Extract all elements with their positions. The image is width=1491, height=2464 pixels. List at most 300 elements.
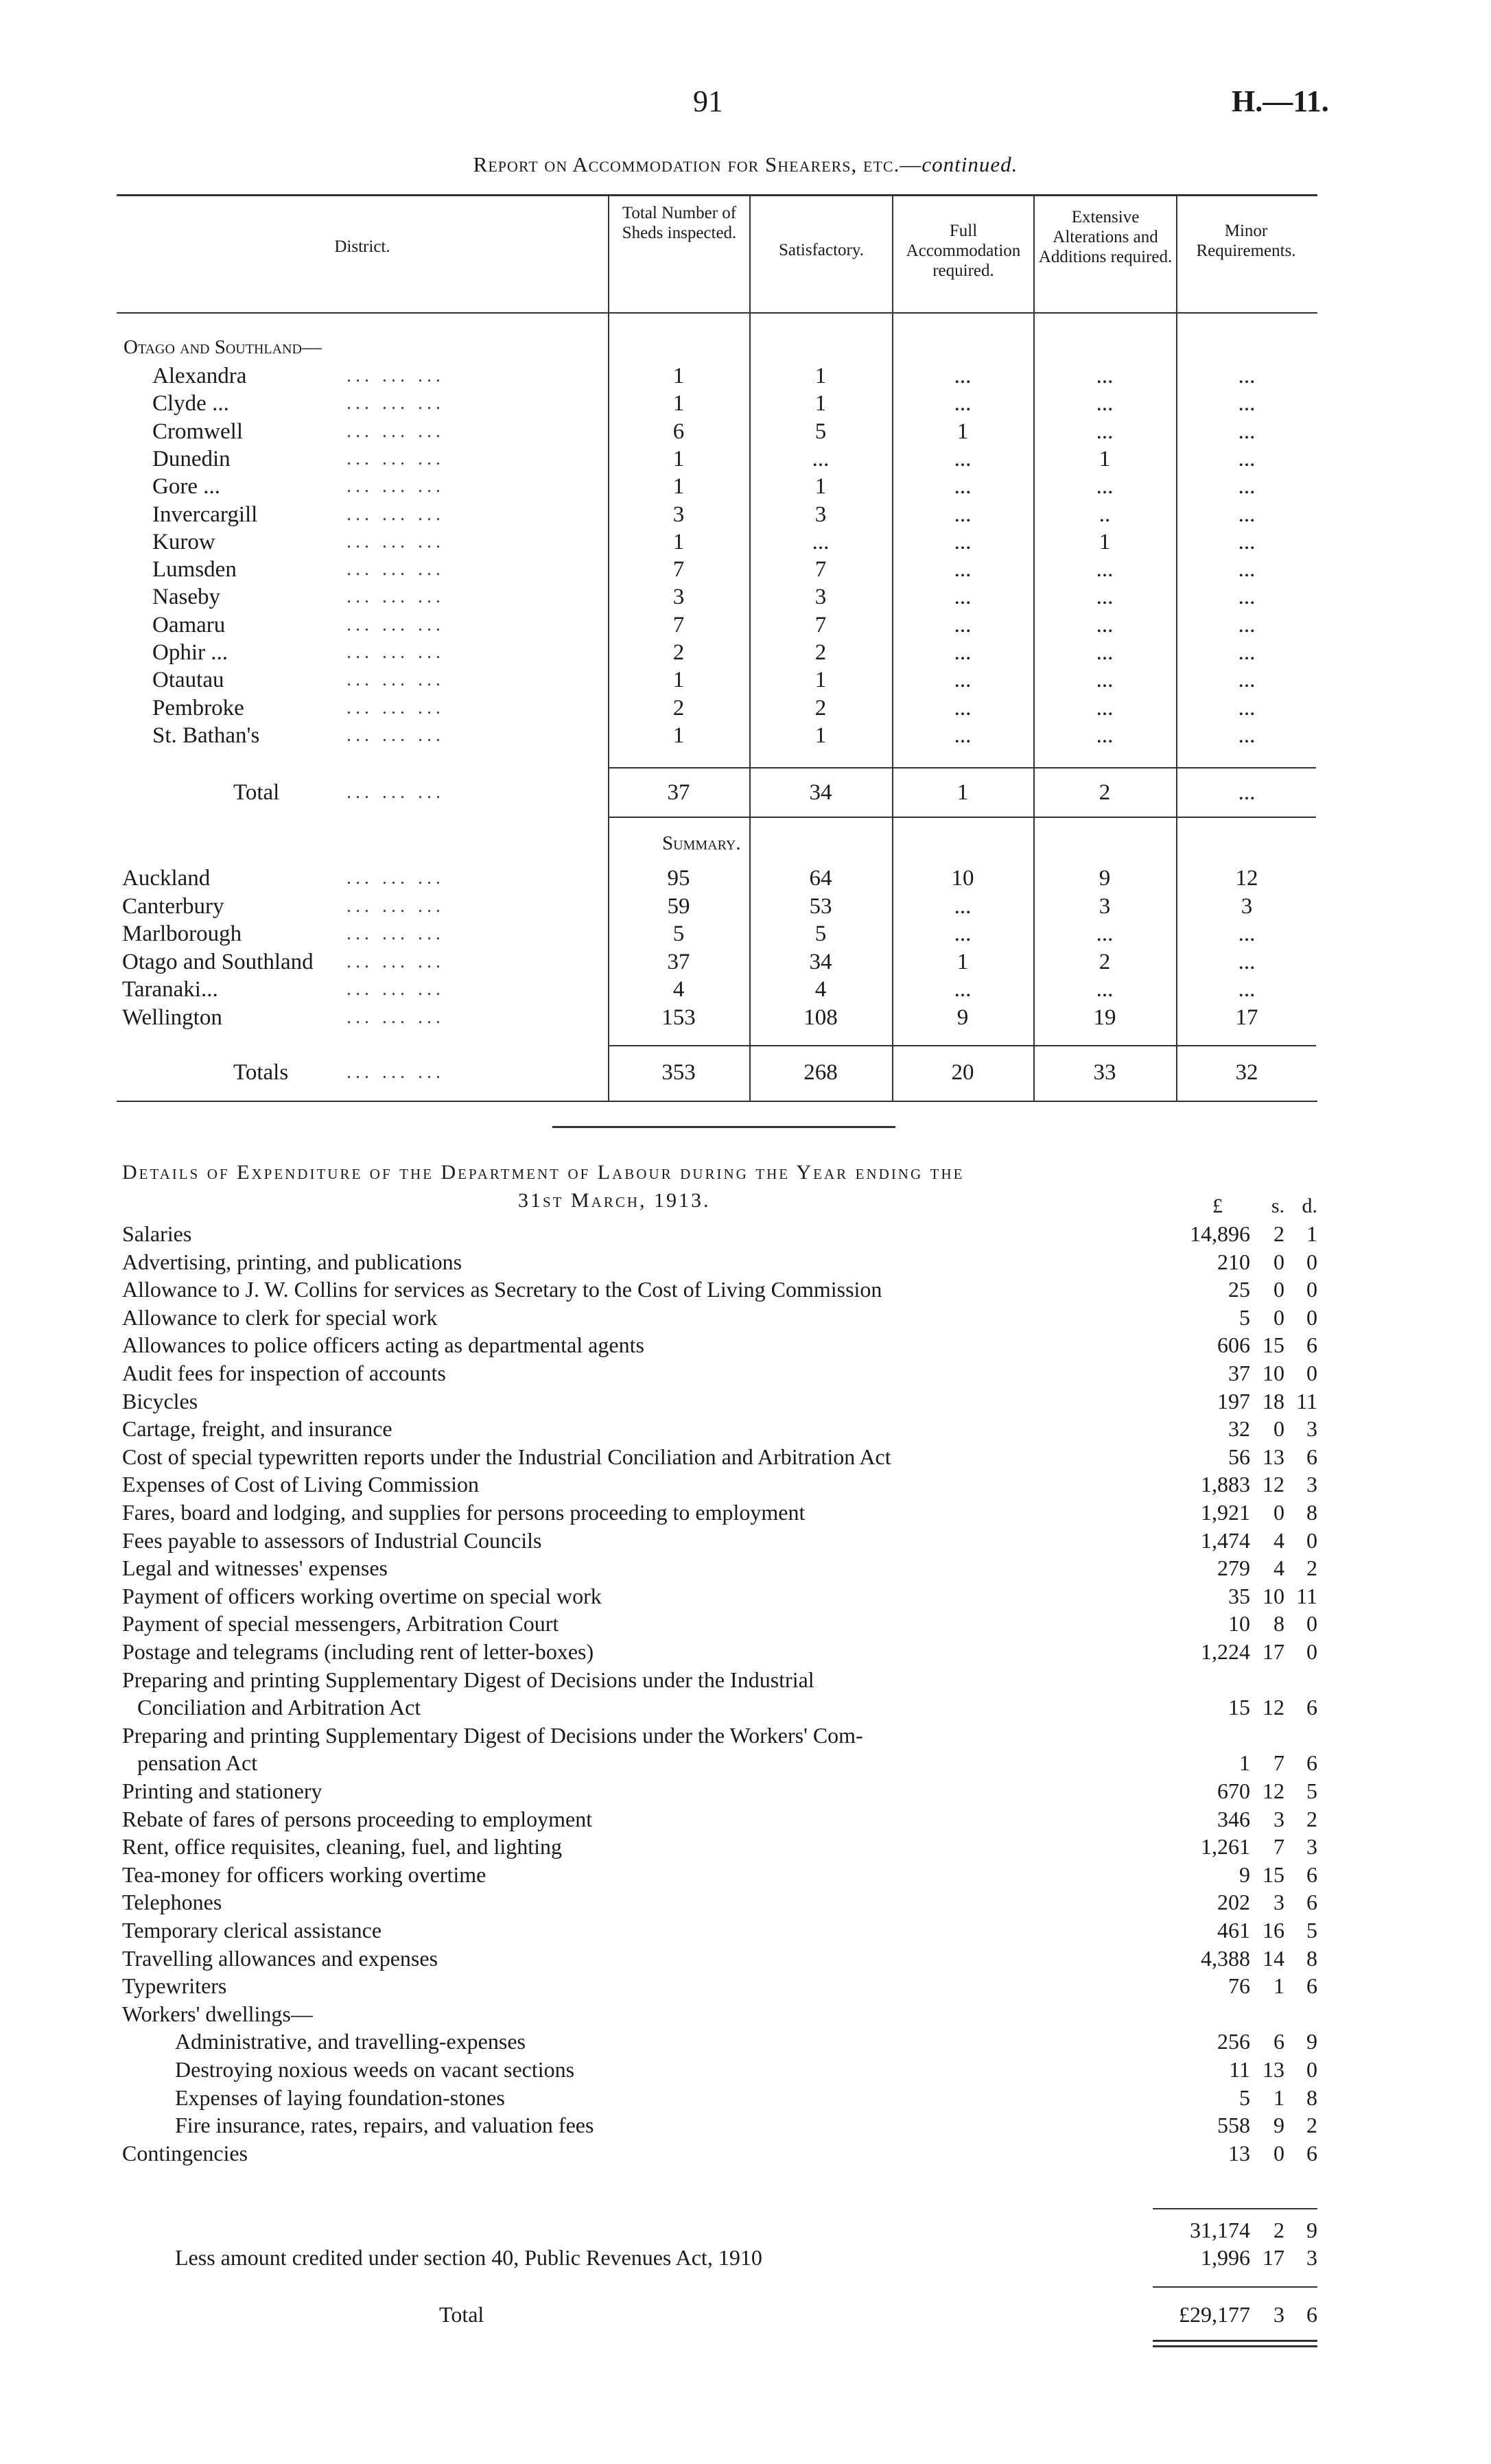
- table-row-full: ...: [954, 695, 972, 720]
- summary-totals-row-minor: 32: [1235, 1060, 1258, 1085]
- table-row-district: Oamaru: [152, 612, 226, 637]
- less-credit-pounds: 1,996: [1201, 2245, 1250, 2270]
- table-row-minor: ...: [1238, 419, 1256, 444]
- summary-row-district: Wellington: [122, 1005, 222, 1030]
- summary-row-total: 59: [667, 893, 690, 919]
- summary-row-minor: ...: [1238, 949, 1256, 974]
- expenditure-item-pounds: 15: [1228, 1695, 1250, 1720]
- table-row-extensive: ...: [1096, 474, 1114, 500]
- table-row-full: 1: [956, 419, 969, 444]
- table-row-satisfactory: 2: [814, 695, 827, 720]
- expenditure-item-label: Salaries: [122, 1221, 192, 1246]
- table-row-satisfactory: 1: [814, 364, 827, 388]
- expenditure-item-shillings: 10: [1263, 1361, 1284, 1385]
- expenditure-item-label: Contingencies: [122, 2140, 248, 2166]
- expenditure-item-shillings: 18: [1263, 1388, 1284, 1413]
- expenditure-item-shillings: 4: [1273, 1527, 1284, 1553]
- header-satisfactory: Satisfactory.: [778, 241, 865, 259]
- expenditure-item-pounds: 1,261: [1201, 1834, 1250, 1859]
- table-row-total: 1: [672, 529, 685, 554]
- expenditure-item-shillings: 7: [1273, 1834, 1284, 1859]
- expenditure-item-label: Expenses of Cost of Living Commission: [122, 1472, 479, 1497]
- table-top-rule: [117, 194, 1317, 196]
- expenditure-item-label: Payment of officers working overtime on special work: [122, 1583, 602, 1608]
- table-total-row-district: Total: [233, 780, 280, 805]
- table-row-full: ...: [954, 612, 972, 637]
- expenditure-subtotal-shillings: 2: [1273, 2218, 1284, 2242]
- table-row-district: Gore ...: [152, 474, 220, 500]
- expenditure-item-pence: 5: [1306, 1918, 1317, 1943]
- expenditure-item-shillings: 12: [1263, 1472, 1284, 1497]
- summary-totals-row-total: 353: [661, 1060, 696, 1085]
- column-divider: [1176, 195, 1177, 1101]
- summary-row-full: 1: [956, 949, 969, 974]
- expenditure-item-shillings: 15: [1263, 1862, 1284, 1887]
- expenditure-item-pounds: 461: [1217, 1918, 1250, 1943]
- expenditure-item-pounds: 197: [1217, 1388, 1250, 1413]
- expenditure-item-pence: 0: [1306, 1304, 1317, 1330]
- expenditure-item-shillings: 16: [1263, 1918, 1284, 1943]
- summary-row-satisfactory: 5: [814, 922, 827, 947]
- table-row-satisfactory: 3: [814, 502, 827, 527]
- table-row-satisfactory: ...: [812, 446, 830, 471]
- expenditure-item-pounds: 14,896: [1190, 1221, 1250, 1246]
- expenditure-item-pence: 0: [1306, 1639, 1317, 1664]
- table-row-leader: ... ... ...: [347, 476, 445, 497]
- table-row-extensive: 1: [1099, 446, 1111, 471]
- expenditure-item-label: Postage and telegrams (including rent of letter-boxes): [122, 1639, 594, 1664]
- table-row-minor: ...: [1238, 474, 1256, 500]
- table-row-minor: ...: [1238, 446, 1256, 471]
- summary-row-leader: ... ... ...: [347, 895, 445, 917]
- summary-row-leader: ... ... ...: [347, 978, 445, 1000]
- summary-row-total: 4: [672, 977, 685, 1002]
- table-row-satisfactory: 3: [814, 585, 827, 610]
- expenditure-item-label: Typewriters: [122, 1973, 227, 1999]
- summary-row-full: 10: [951, 866, 974, 891]
- table-row-total: 3: [672, 585, 685, 610]
- table-row-satisfactory: 7: [814, 612, 827, 637]
- table-row-district: Cromwell: [152, 419, 243, 444]
- summary-row-extensive: ...: [1096, 977, 1114, 1002]
- table-row-total: 1: [672, 723, 685, 748]
- report-title-continued: continued.: [921, 152, 1018, 176]
- expenditure-item-label: Printing and stationery: [122, 1779, 322, 1803]
- column-divider: [749, 195, 751, 1101]
- expenditure-item-pounds: 5: [1239, 2085, 1250, 2110]
- expenditure-item-shillings: 3: [1273, 1890, 1284, 1915]
- summary-row-extensive: 2: [1099, 949, 1111, 974]
- summary-totals-row-leader: ... ... ...: [347, 1061, 445, 1083]
- header-full: Full Accommodation required.: [906, 222, 1021, 280]
- header-bottom-rule: [117, 312, 1317, 314]
- expenditure-item-pence: 2: [1306, 1556, 1317, 1581]
- table-row-minor: ...: [1238, 723, 1256, 748]
- expenditure-item-label: Bicycles: [122, 1388, 198, 1413]
- expenditure-title-line2: 31st March, 1913.: [518, 1189, 711, 1212]
- column-divider: [1033, 195, 1035, 1101]
- table-row-total: 6: [672, 419, 685, 444]
- table-row-district: Kurow: [152, 529, 215, 554]
- summary-totals-row-full: 20: [951, 1060, 974, 1085]
- table-row-extensive: ...: [1096, 612, 1114, 637]
- page-reference: H.—11.: [1232, 84, 1329, 118]
- report-title: [0, 152, 1491, 177]
- expenditure-item-pence: 3: [1306, 1416, 1317, 1442]
- table-row-satisfactory: 1: [814, 474, 827, 500]
- table-row-leader: ... ... ...: [347, 447, 445, 469]
- summary-row-extensive: 19: [1093, 1005, 1116, 1030]
- expenditure-item-label: Preparing and printing Supplementary Digest of Decisions under the Industrial: [122, 1667, 814, 1692]
- summary-row-total: 95: [667, 866, 690, 891]
- expenditure-item-shillings: 17: [1263, 1639, 1284, 1664]
- expenditure-item-pence: 0: [1306, 1277, 1317, 1302]
- table-row-satisfactory: 1: [814, 668, 827, 693]
- table-row-full: ...: [954, 446, 972, 471]
- expenditure-item-shillings: 0: [1273, 1304, 1284, 1330]
- table-row-total: 2: [672, 695, 685, 720]
- expenditure-item-pence: 6: [1306, 1444, 1317, 1469]
- table-row-extensive: ...: [1096, 640, 1114, 665]
- expenditure-item-shillings: 2: [1273, 1221, 1284, 1246]
- expenditure-item-pounds: 10: [1228, 1611, 1250, 1636]
- expenditure-item-shillings: 0: [1273, 1249, 1284, 1274]
- table-row-full: ...: [954, 723, 972, 748]
- table-row-satisfactory: 1: [814, 391, 827, 416]
- table-row-full: ...: [954, 474, 972, 500]
- table-row-total: 7: [672, 557, 685, 583]
- page-number: 91: [693, 84, 723, 118]
- table-row-extensive: ...: [1096, 557, 1114, 583]
- summary-row-leader: ... ... ...: [347, 867, 445, 889]
- column-pounds-heading: £: [1212, 1195, 1223, 1217]
- expenditure-item-label: Allowance to J. W. Collins for services as Secretary to the Cost of Living Commission: [122, 1277, 882, 1302]
- table-row-minor: ...: [1238, 668, 1256, 693]
- expenditure-item-pence: 3: [1306, 1834, 1317, 1859]
- table-row-district: St. Bathan's: [152, 723, 260, 748]
- expenditure-item-pounds: 606: [1217, 1333, 1250, 1358]
- table-total-row-minor: ...: [1238, 780, 1256, 805]
- table-row-district: Alexandra: [152, 364, 247, 388]
- column-divider: [892, 195, 893, 1101]
- expenditure-item-shillings: 3: [1273, 1806, 1284, 1831]
- expenditure-item-continuation: pensation Act: [137, 1750, 258, 1776]
- expenditure-item-label: Fees payable to assessors of Industrial Councils: [122, 1527, 542, 1553]
- summary-totals-row-district: Totals: [233, 1060, 289, 1085]
- expenditure-item-pounds: 76: [1228, 1973, 1250, 1999]
- table-row-district: Ophir ...: [152, 640, 228, 665]
- table-row-total: 2: [672, 640, 685, 665]
- expenditure-item-pounds: 37: [1228, 1361, 1250, 1385]
- expenditure-item-label: Telephones: [122, 1890, 222, 1915]
- table-row-extensive: 1: [1099, 529, 1111, 554]
- table-row-leader: ... ... ...: [347, 559, 445, 580]
- summary-totals-row-extensive: 33: [1093, 1060, 1116, 1085]
- summary-row-district: Taranaki...: [122, 977, 218, 1002]
- totals-rule: [609, 1045, 1316, 1046]
- total-rule: [609, 767, 1316, 768]
- expenditure-item-label: Destroying noxious weeds on vacant sections: [175, 2057, 575, 2082]
- expenditure-item-label: Fares, board and lodging, and supplies for persons proceeding to employment: [122, 1500, 806, 1525]
- table-row-total: 1: [672, 391, 685, 416]
- expenditure-item-shillings: 13: [1263, 1444, 1284, 1469]
- expenditure-item-label: Temporary clerical assistance: [122, 1918, 382, 1943]
- expenditure-item-shillings: 0: [1273, 1277, 1284, 1302]
- table-total-row-leader: ... ... ...: [347, 782, 445, 803]
- expenditure-subtotal-pounds: 31,174: [1190, 2218, 1250, 2242]
- summary-row-full: 9: [956, 1005, 969, 1030]
- expenditure-item-pounds: 1,921: [1201, 1500, 1250, 1525]
- expenditure-title-line1: Details of Expenditure of the Department of Labour during the Year ending the: [122, 1161, 965, 1184]
- expenditure-item-pounds: 1,224: [1201, 1639, 1250, 1664]
- expenditure-item-pounds: 1,883: [1201, 1472, 1250, 1497]
- table-row-leader: ... ... ...: [347, 724, 445, 746]
- table-row-extensive: ...: [1096, 391, 1114, 416]
- grand-total-shillings: 3: [1273, 2302, 1284, 2327]
- table-row-minor: ...: [1238, 585, 1256, 610]
- table-row-extensive: ...: [1096, 585, 1114, 610]
- expenditure-item-shillings: 12: [1263, 1695, 1284, 1720]
- expenditure-item-pence: 6: [1306, 1973, 1317, 1999]
- summary-row-minor: 12: [1235, 866, 1258, 891]
- expenditure-item-pence: 0: [1306, 2057, 1317, 2082]
- summary-row-minor: ...: [1238, 922, 1256, 947]
- summary-row-total: 37: [667, 949, 690, 974]
- summary-row-minor: 3: [1241, 893, 1253, 919]
- table-row-full: ...: [954, 585, 972, 610]
- table-total-row-extensive: 2: [1099, 780, 1111, 805]
- table-row-leader: ... ... ...: [347, 696, 445, 718]
- table-row-minor: ...: [1238, 640, 1256, 665]
- header-district: District.: [334, 237, 390, 256]
- table-row-total: 1: [672, 364, 685, 388]
- table-row-leader: ... ... ...: [347, 613, 445, 635]
- table-row-extensive: ...: [1096, 364, 1114, 388]
- expenditure-item-pence: 0: [1306, 1527, 1317, 1553]
- table-row-extensive: ...: [1096, 695, 1114, 720]
- table-row-minor: ...: [1238, 364, 1256, 388]
- table-row-full: ...: [954, 364, 972, 388]
- expenditure-item-pence: 6: [1306, 1862, 1317, 1887]
- subtotal-rule: [1153, 2208, 1317, 2209]
- table-row-satisfactory: 5: [814, 419, 827, 444]
- expenditure-item-label: Cartage, freight, and insurance: [122, 1416, 392, 1442]
- table-row-district: Dunedin: [152, 446, 231, 471]
- table-row-leader: ... ... ...: [347, 669, 445, 691]
- table-row-leader: ... ... ...: [347, 392, 445, 414]
- expenditure-item-shillings: 1: [1273, 1973, 1284, 1999]
- expenditure-item-pence: 8: [1306, 1500, 1317, 1525]
- report-title-main: Report on Accommodation for Shearers, etc.—: [473, 152, 922, 176]
- table-row-extensive: ...: [1096, 419, 1114, 444]
- expenditure-item-label: Rent, office requisites, cleaning, fuel, and lighting: [122, 1834, 563, 1859]
- expenditure-item-pence: 2: [1306, 1806, 1317, 1831]
- table-row-district: Otautau: [152, 668, 224, 693]
- expenditure-item-pence: 6: [1306, 2140, 1317, 2166]
- header-minor: Minor Requirements.: [1196, 222, 1296, 260]
- expenditure-item-label: Allowances to police officers acting as departmental agents: [122, 1333, 644, 1358]
- expenditure-item-shillings: 7: [1273, 1750, 1284, 1776]
- table-row-district: Naseby: [152, 585, 220, 610]
- less-rule: [1153, 2286, 1317, 2288]
- expenditure-item-label: Advertising, printing, and publications: [122, 1249, 462, 1274]
- table-total-row-full: 1: [956, 780, 969, 805]
- expenditure-item-pounds: 346: [1217, 1806, 1250, 1831]
- summary-row-full: ...: [954, 977, 972, 1002]
- table-row-satisfactory: 2: [814, 640, 827, 665]
- expenditure-item-label: Rebate of fares of persons proceeding to employment: [122, 1806, 593, 1831]
- table-row-full: ...: [954, 529, 972, 554]
- group-label: Otago and Southland—: [124, 336, 322, 358]
- table-total-row-satisfactory: 34: [809, 780, 832, 805]
- expenditure-item-label: Travelling allowances and expenses: [122, 1945, 438, 1971]
- table-row-minor: ...: [1238, 557, 1256, 583]
- expenditure-item-label: Preparing and printing Supplementary Digest of Decisions under the Workers' Com-: [122, 1722, 863, 1748]
- expenditure-item-label: Administrative, and travelling-expenses: [175, 2029, 526, 2054]
- expenditure-item-pounds: 9: [1239, 1862, 1250, 1887]
- expenditure-item-pence: 0: [1306, 1611, 1317, 1636]
- summary-row-satisfactory: 53: [809, 893, 832, 919]
- expenditure-item-label: Cost of special typewritten reports under the Industrial Conciliation and Arbitration Act: [122, 1444, 891, 1469]
- expenditure-item-shillings: 15: [1263, 1333, 1284, 1358]
- expenditure-item-continuation: Conciliation and Arbitration Act: [137, 1695, 421, 1720]
- expenditure-item-shillings: 0: [1273, 1500, 1284, 1525]
- table-row-full: ...: [954, 557, 972, 583]
- table-row-minor: ...: [1238, 529, 1256, 554]
- table-row-leader: ... ... ...: [347, 420, 445, 442]
- expenditure-item-pounds: 5: [1239, 1304, 1250, 1330]
- expenditure-item-pence: 6: [1306, 1750, 1317, 1776]
- expenditure-item-shillings: 9: [1273, 2113, 1284, 2138]
- table-row-satisfactory: 7: [814, 557, 827, 583]
- less-credit-label: Less amount credited under section 40, Public Revenues Act, 1910: [175, 2245, 762, 2270]
- expenditure-item-pounds: 25: [1228, 1277, 1250, 1302]
- expenditure-item-pounds: 32: [1228, 1416, 1250, 1442]
- expenditure-item-pounds: 1,474: [1201, 1527, 1250, 1553]
- expenditure-item-pence: 11: [1296, 1583, 1317, 1608]
- total-bottom-rule: [609, 817, 1316, 818]
- expenditure-item-pounds: 202: [1217, 1890, 1250, 1915]
- table-row-leader: ... ... ...: [347, 365, 445, 386]
- table-row-full: ...: [954, 668, 972, 693]
- table-row-minor: ...: [1238, 695, 1256, 720]
- table-row-total: 3: [672, 502, 685, 527]
- expenditure-item-label: Fire insurance, rates, repairs, and valuation fees: [175, 2113, 594, 2138]
- expenditure-item-pounds: 4,388: [1201, 1945, 1250, 1971]
- expenditure-item-shillings: 10: [1263, 1583, 1284, 1608]
- table-total-row-total: 37: [667, 780, 690, 805]
- expenditure-item-label: Tea-money for officers working overtime: [122, 1862, 486, 1887]
- summary-row-satisfactory: 64: [809, 866, 832, 891]
- table-row-district: Lumsden: [152, 557, 237, 583]
- expenditure-item-shillings: 0: [1273, 1416, 1284, 1442]
- expenditure-item-pounds: 210: [1217, 1249, 1250, 1274]
- summary-row-district: Canterbury: [122, 893, 224, 919]
- table-row-extensive: ...: [1096, 723, 1114, 748]
- expenditure-item-shillings: 4: [1273, 1556, 1284, 1581]
- expenditure-item-pence: 0: [1306, 1249, 1317, 1274]
- summary-row-total: 153: [661, 1005, 696, 1030]
- table-row-leader: ... ... ...: [347, 530, 445, 552]
- summary-row-minor: ...: [1238, 977, 1256, 1002]
- table-row-total: 1: [672, 668, 685, 693]
- table-row-satisfactory: 1: [814, 723, 827, 748]
- grand-total-pounds: £29,177: [1179, 2302, 1250, 2327]
- expenditure-subtotal-pence: 9: [1306, 2218, 1317, 2242]
- table-row-leader: ... ... ...: [347, 642, 445, 663]
- summary-row-satisfactory: 4: [814, 977, 827, 1002]
- expenditure-item-pence: 2: [1306, 2113, 1317, 2138]
- column-pence-heading: d.: [1302, 1195, 1317, 1217]
- table-row-full: ...: [954, 640, 972, 665]
- table-row-full: ...: [954, 391, 972, 416]
- expenditure-item-pounds: 11: [1229, 2057, 1250, 2082]
- expenditure-item-pounds: 558: [1217, 2113, 1250, 2138]
- expenditure-item-pence: 11: [1296, 1388, 1317, 1413]
- summary-row-full: ...: [954, 922, 972, 947]
- table-row-total: 1: [672, 474, 685, 500]
- summary-row-leader: ... ... ...: [347, 1007, 445, 1028]
- grand-total-pence: 6: [1306, 2302, 1317, 2327]
- expenditure-item-pence: 9: [1306, 2029, 1317, 2054]
- expenditure-item-pence: 0: [1306, 1361, 1317, 1385]
- table-bottom-rule: [117, 1101, 1317, 1102]
- summary-totals-row-satisfactory: 268: [803, 1060, 838, 1085]
- expenditure-item-shillings: 14: [1263, 1945, 1284, 1971]
- table-row-satisfactory: ...: [812, 529, 830, 554]
- grand-total-rule-1: [1153, 2340, 1317, 2342]
- expenditure-item-pounds: 1: [1239, 1750, 1250, 1776]
- expenditure-item-shillings: 8: [1273, 1611, 1284, 1636]
- expenditure-item-pence: 8: [1306, 1945, 1317, 1971]
- summary-row-satisfactory: 34: [809, 949, 832, 974]
- summary-row-district: Auckland: [122, 866, 211, 891]
- expenditure-item-pounds: 670: [1217, 1779, 1250, 1803]
- expenditure-item-label: Audit fees for inspection of accounts: [122, 1361, 446, 1385]
- summary-row-full: ...: [954, 893, 972, 919]
- expenditure-item-shillings: 6: [1273, 2029, 1284, 2054]
- table-row-full: ...: [954, 502, 972, 527]
- expenditure-item-label: Allowance to clerk for special work: [122, 1304, 438, 1330]
- summary-label: Summary.: [662, 832, 741, 854]
- summary-row-extensive: 9: [1099, 866, 1111, 891]
- expenditure-item-pounds: 256: [1217, 2029, 1250, 2054]
- header-extensive: Extensive Alterations and Additions required.: [1038, 208, 1173, 266]
- expenditure-item-shillings: 0: [1273, 2140, 1284, 2166]
- column-shillings-heading: s.: [1271, 1195, 1284, 1217]
- summary-row-district: Otago and Southland: [122, 949, 314, 974]
- summary-row-leader: ... ... ...: [347, 923, 445, 945]
- expenditure-item-label: Legal and witnesses' expenses: [122, 1556, 388, 1581]
- expenditure-item-pounds: 35: [1228, 1583, 1250, 1608]
- table-row-district: Clyde ...: [152, 391, 229, 416]
- table-row-minor: ...: [1238, 502, 1256, 527]
- table-row-minor: ...: [1238, 391, 1256, 416]
- expenditure-item-pence: 6: [1306, 1333, 1317, 1358]
- table-row-leader: ... ... ...: [347, 586, 445, 608]
- table-row-total: 7: [672, 612, 685, 637]
- summary-row-leader: ... ... ...: [347, 950, 445, 972]
- expenditure-item-pence: 3: [1306, 1472, 1317, 1497]
- less-credit-pence: 3: [1306, 2245, 1317, 2270]
- less-credit-shillings: 17: [1263, 2245, 1284, 2270]
- summary-row-district: Marlborough: [122, 922, 242, 947]
- expenditure-item-pounds: 279: [1217, 1556, 1250, 1581]
- summary-row-total: 5: [672, 922, 685, 947]
- table-row-leader: ... ... ...: [347, 503, 445, 525]
- table-row-extensive: ...: [1096, 668, 1114, 693]
- expenditure-item-pounds: 56: [1228, 1444, 1250, 1469]
